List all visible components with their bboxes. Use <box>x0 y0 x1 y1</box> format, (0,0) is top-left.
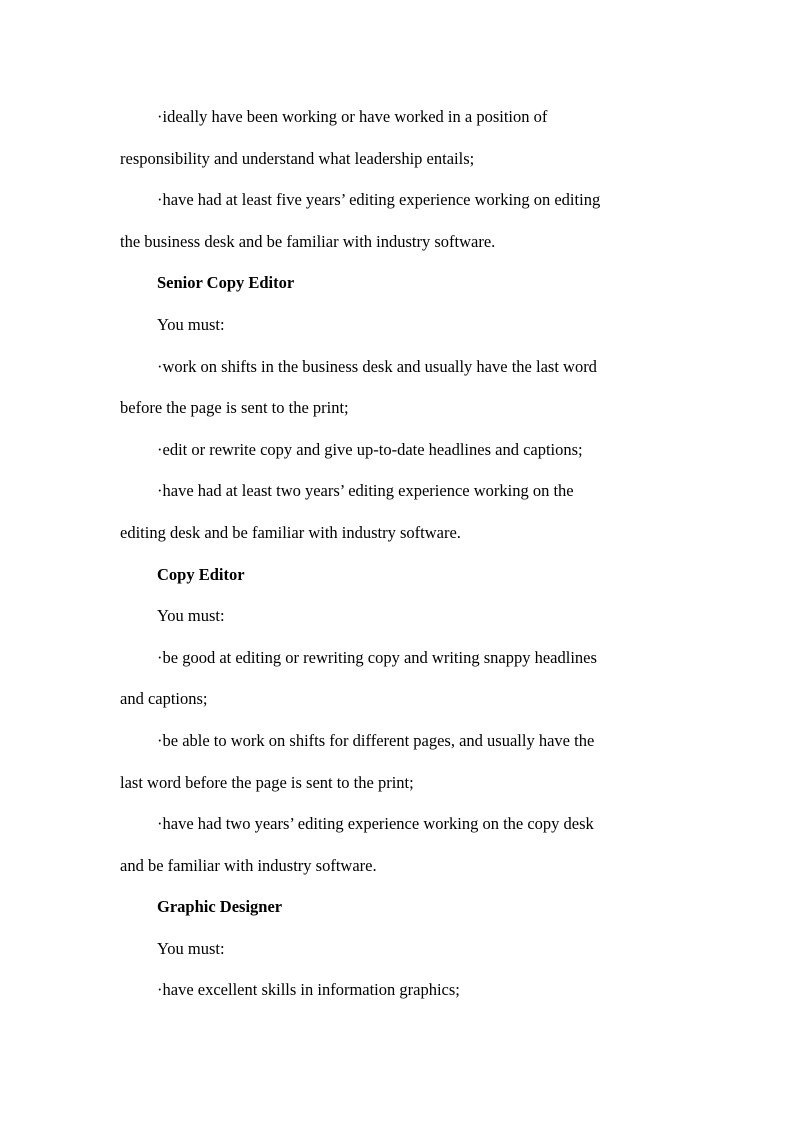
body-line: ·work on shifts in the business desk and usually have the last word <box>157 356 597 376</box>
body-line: ·have excellent skills in information graphics; <box>157 980 460 1000</box>
body-line: ·be good at editing or rewriting copy and writing snappy headlines <box>157 647 597 667</box>
section-heading-graphic-designer: Graphic Designer <box>157 897 283 917</box>
body-line: ·have had two years’ editing experience working on the copy desk <box>157 814 594 834</box>
document-body <box>120 96 660 1011</box>
body-line: ·be able to work on shifts for different pages, and usually have the <box>157 730 595 750</box>
body-line: the business desk and be familiar with industry software. <box>120 231 496 251</box>
body-line: and be familiar with industry software. <box>120 855 377 875</box>
body-line: before the page is sent to the print; <box>120 398 349 418</box>
body-line: You must: <box>157 314 225 334</box>
body-line: You must: <box>157 606 225 626</box>
body-line: ·have had at least five years’ editing experience working on editing <box>157 190 601 210</box>
body-line: editing desk and be familiar with industry software. <box>120 522 461 542</box>
section-heading-copy-editor: Copy Editor <box>157 564 245 584</box>
body-line: ·have had at least two years’ editing experience working on the <box>157 481 574 501</box>
body-line: last word before the page is sent to the print; <box>120 772 414 792</box>
body-line: responsibility and understand what leadership entails; <box>120 148 475 168</box>
section-heading-senior-copy-editor: Senior Copy Editor <box>157 273 295 293</box>
body-line: ·ideally have been working or have worked in a position of <box>157 107 548 126</box>
body-line: and captions; <box>120 689 208 709</box>
body-line: You must: <box>157 938 225 958</box>
body-line: ·edit or rewrite copy and give up-to-date headlines and captions; <box>157 439 583 459</box>
